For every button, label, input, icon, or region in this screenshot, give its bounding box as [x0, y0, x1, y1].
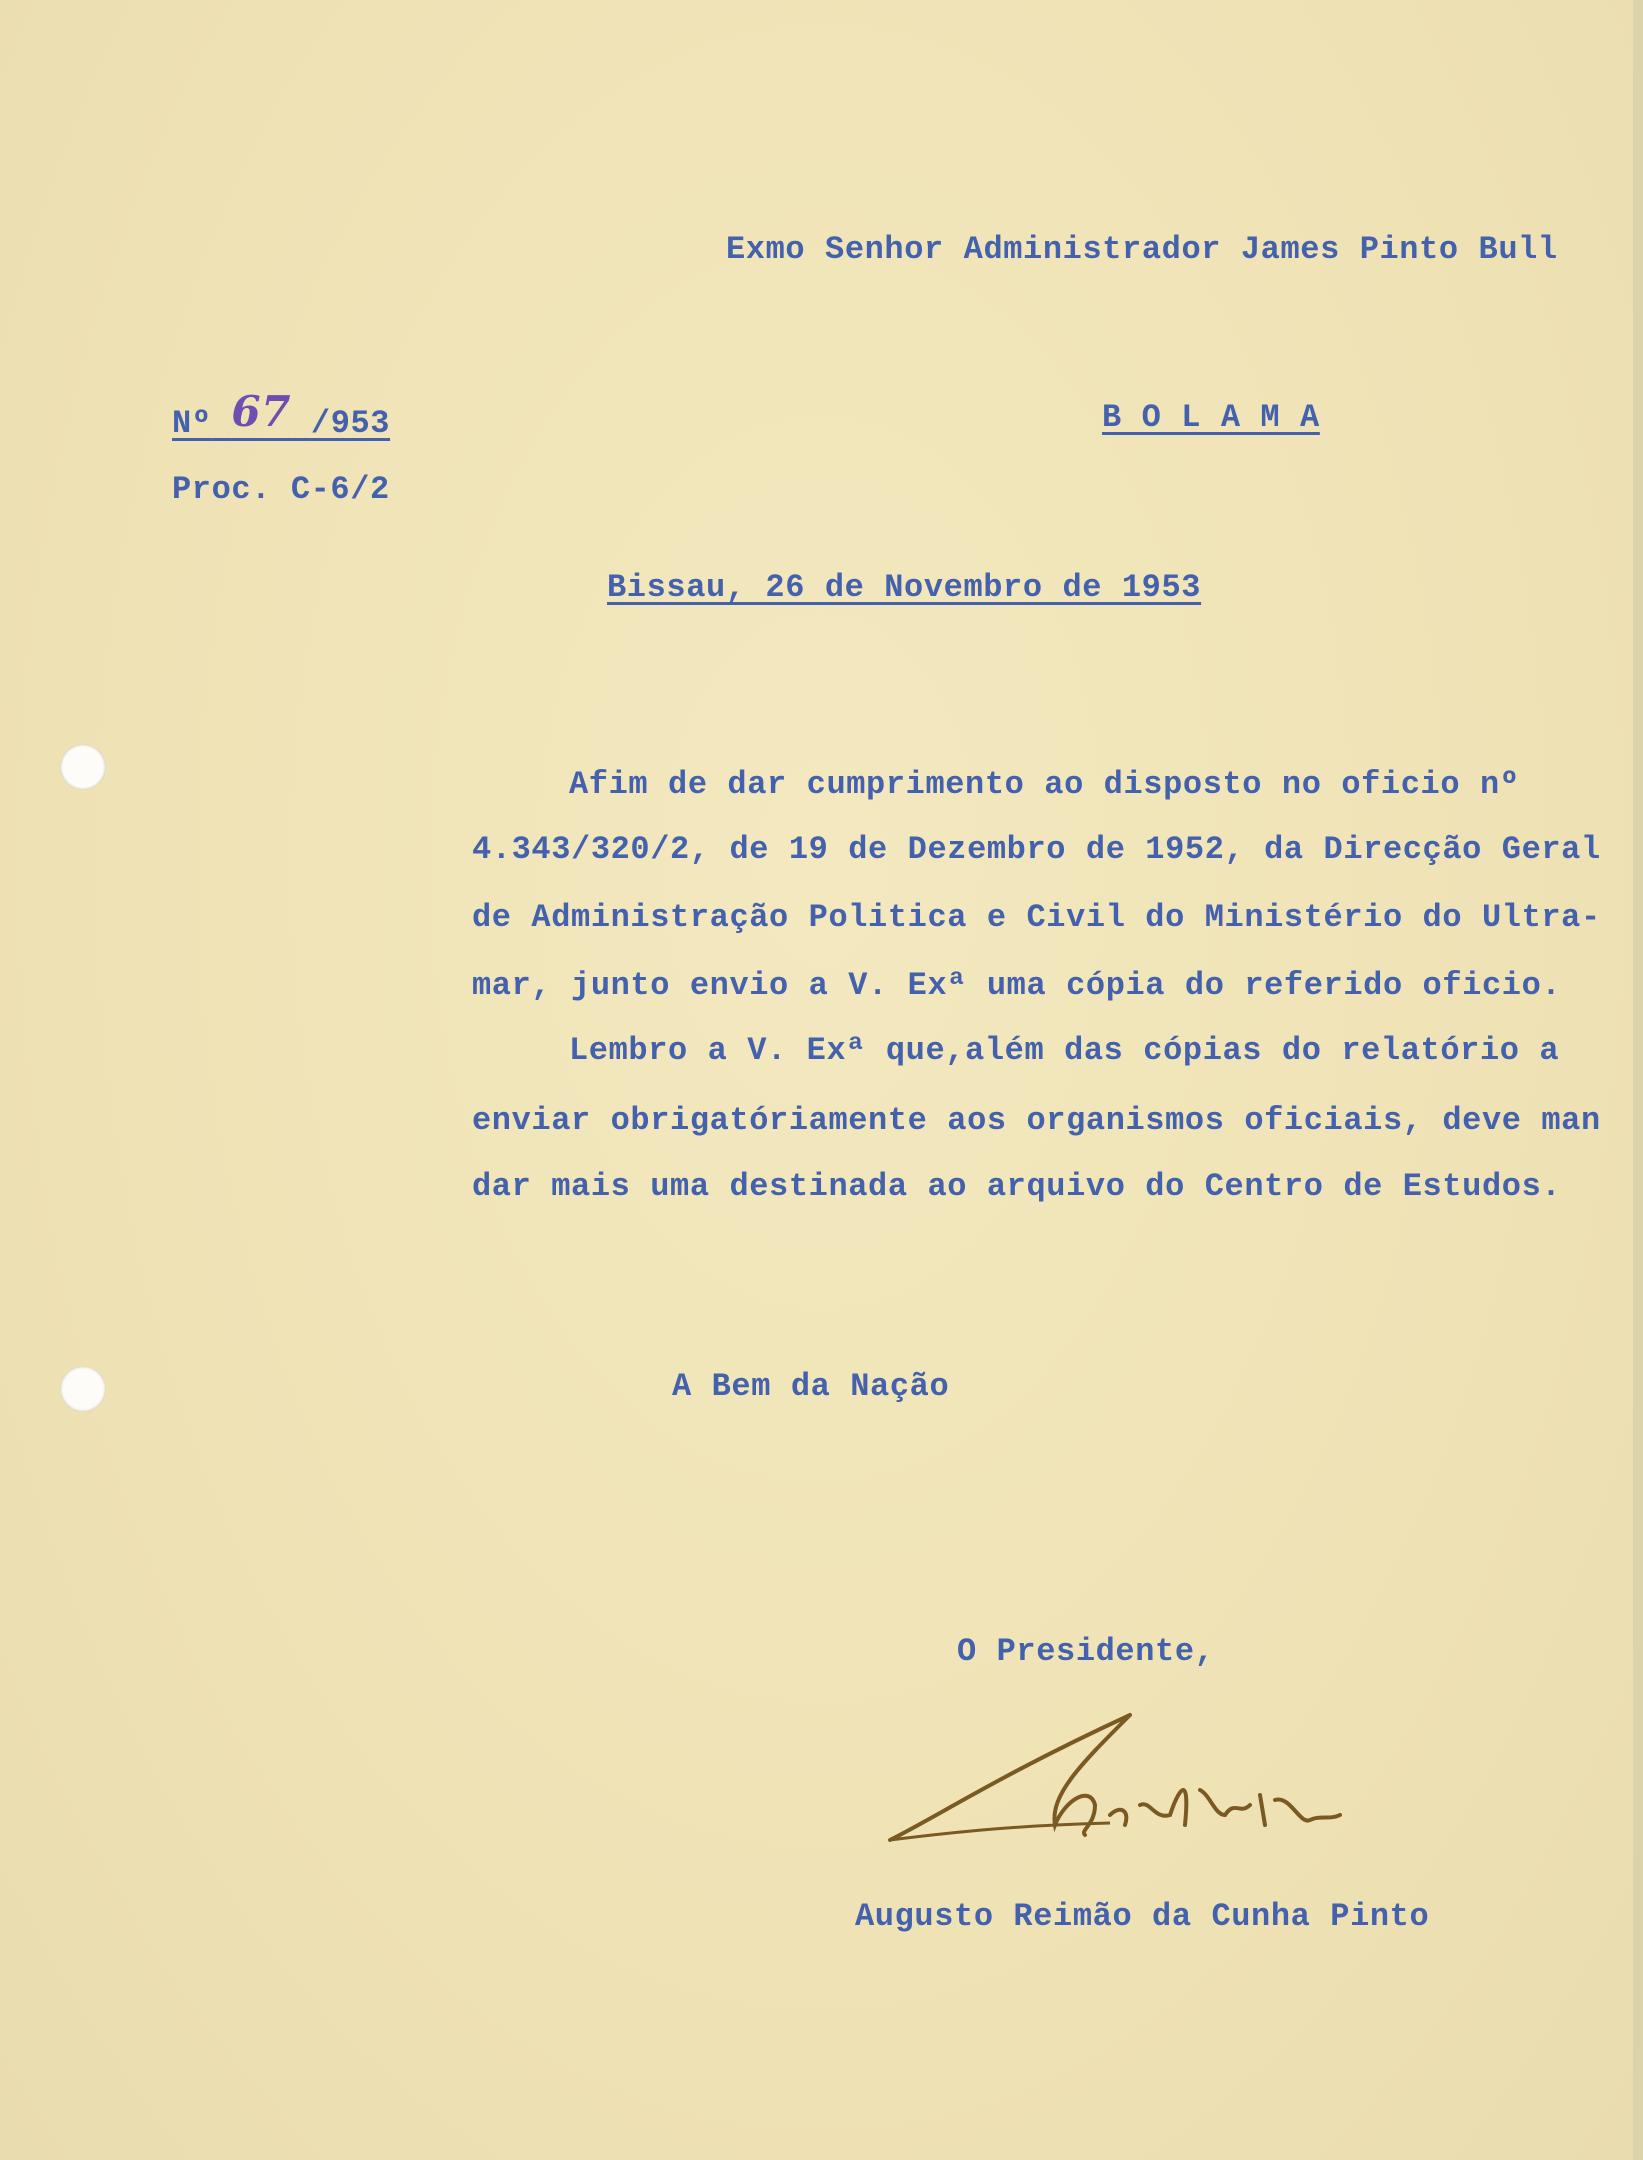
addressee: Exmo Senhor Administrador James Pinto Bull	[726, 231, 1558, 268]
body-line: dar mais uma destinada ao arquivo do Centro de Estudos.	[472, 1168, 1562, 1205]
body-line: Afim de dar cumprimento ao disposto no oficio nº	[569, 766, 1520, 803]
reference-number	[172, 387, 391, 442]
process-number: Proc. C-6/2	[172, 471, 390, 508]
signatory-title: O Presidente,	[957, 1633, 1215, 1670]
destination: B O L A M A	[1102, 399, 1320, 436]
paper-edge	[1633, 0, 1643, 2160]
punch-hole	[60, 1366, 106, 1412]
body-line: Lembro a V. Exª que,além das cópias do relatório a	[569, 1032, 1560, 1069]
date-line: Bissau, 26 de Novembro de 1953	[607, 569, 1202, 606]
signature	[880, 1705, 1380, 1855]
body-line: de Administração Politica e Civil do Ministério do Ultra-	[472, 899, 1601, 936]
reference-year: /953	[310, 405, 391, 442]
closing: A Bem da Nação	[672, 1368, 950, 1405]
body-line: 4.343/320/2, de 19 de Dezembro de 1952, da Direcção Geral	[472, 831, 1601, 868]
punch-hole	[60, 744, 106, 790]
signatory-name: Augusto Reimão da Cunha Pinto	[855, 1898, 1430, 1935]
body-line: mar, junto envio a V. Exª uma cópia do referido oficio.	[472, 967, 1562, 1004]
handwritten-number: 67	[231, 387, 292, 436]
body-line: enviar obrigatóriamente aos organismos oficiais, deve man	[472, 1102, 1601, 1139]
reference-prefix: Nº	[172, 405, 212, 442]
